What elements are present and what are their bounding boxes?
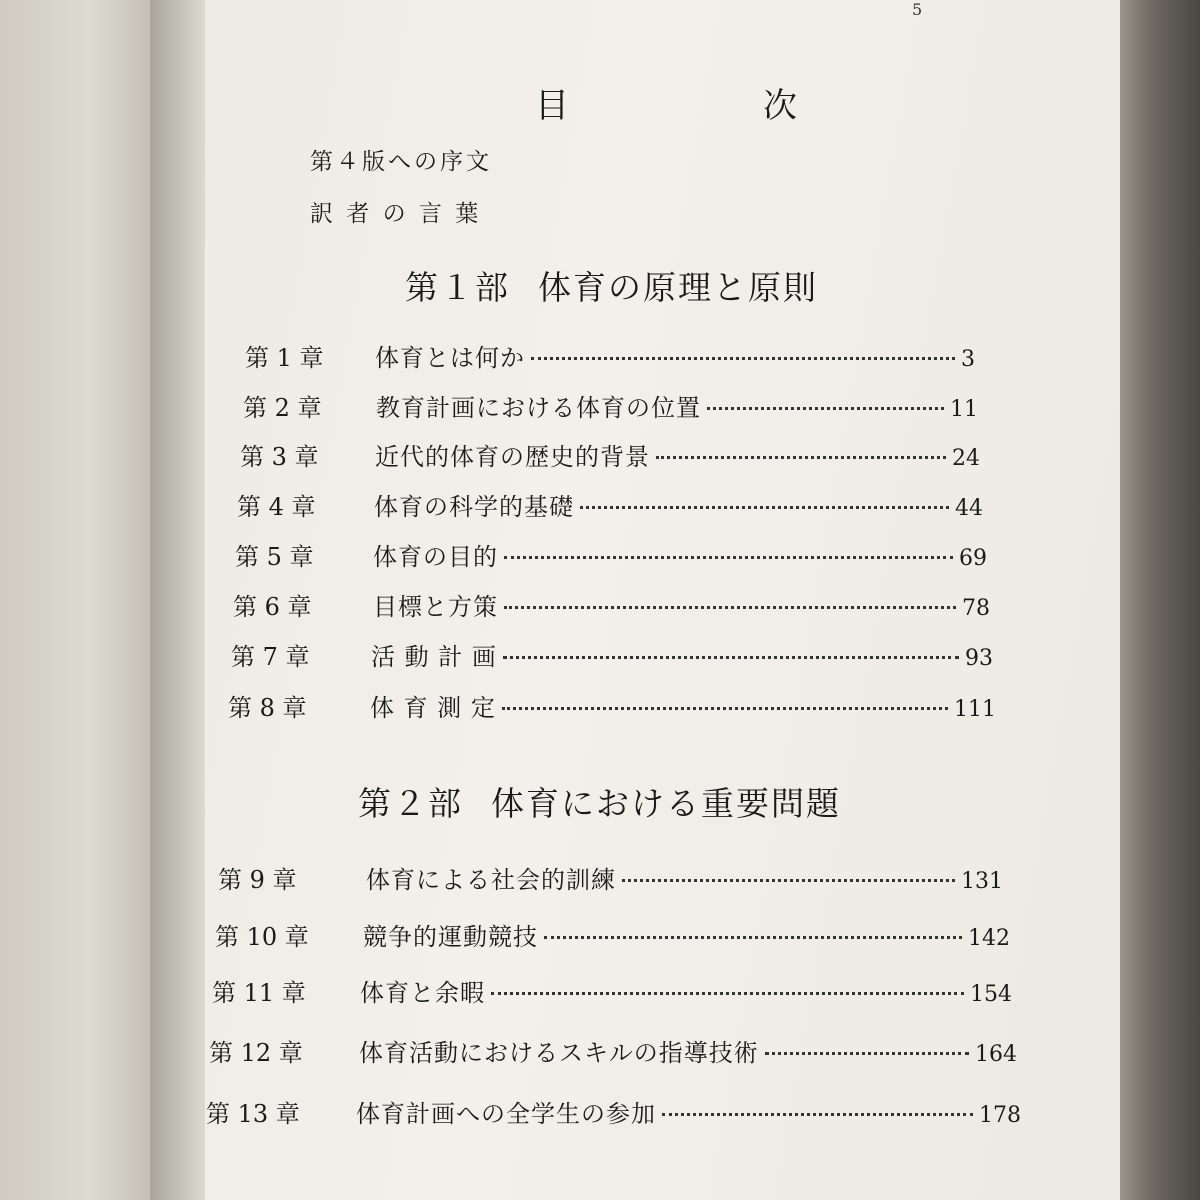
chapter-title: 体育活動におけるスキルの指導技術	[359, 1039, 759, 1067]
chapter-label: 第 2 章	[243, 394, 322, 422]
front-matter-preface: 第４版への序文	[310, 149, 492, 175]
chapter-label: 第 10 章	[215, 923, 309, 951]
chapter-label: 第 11 章	[212, 979, 306, 1007]
dot-leader	[622, 879, 955, 882]
toc-entry[interactable]	[231, 637, 993, 672]
chapter-label: 第 1 章	[245, 344, 324, 372]
chapter-label: 第 7 章	[231, 643, 310, 671]
chapter-page: 11	[950, 397, 978, 422]
toc-entry[interactable]	[237, 487, 983, 522]
chapter-page: 69	[959, 546, 987, 571]
chapter-title: 体育とは何か	[375, 344, 525, 372]
chapter-title: 活 動 計 画	[371, 643, 497, 671]
dot-leader	[656, 456, 946, 459]
toc-entry[interactable]	[206, 1094, 1021, 1129]
chapter-page: 142	[968, 926, 1010, 951]
page-number: 5	[912, 0, 923, 19]
front-matter-translator-note: 訳 者 の 言 葉	[310, 201, 482, 227]
toc-entry[interactable]	[228, 688, 996, 723]
dot-leader	[491, 992, 964, 995]
dot-leader	[504, 556, 953, 559]
part-2-heading	[358, 778, 841, 825]
chapter-page: 3	[961, 347, 975, 372]
toc-entry[interactable]	[240, 437, 980, 472]
chapter-title: 体育と余暇	[360, 979, 485, 1007]
chapter-label: 第 6 章	[233, 593, 312, 621]
chapter-page: 164	[975, 1042, 1017, 1067]
toc-entry[interactable]	[233, 587, 990, 622]
chapter-title: 近代的体育の歴史的背景	[375, 443, 650, 471]
chapter-page: 44	[955, 496, 983, 521]
part-number: 第１部	[405, 268, 510, 307]
toc-entry[interactable]	[245, 338, 975, 373]
toc-entry[interactable]	[212, 973, 1012, 1008]
dot-leader	[544, 936, 962, 939]
dot-leader	[504, 606, 956, 609]
chapter-page: 154	[970, 982, 1012, 1007]
chapter-page: 78	[962, 596, 990, 621]
chapter-label: 第 12 章	[209, 1039, 303, 1067]
dot-leader	[707, 407, 944, 410]
dot-leader	[580, 506, 949, 509]
chapter-label: 第 3 章	[240, 443, 319, 471]
chapter-label: 第 8 章	[228, 694, 307, 722]
chapter-label: 第 5 章	[235, 543, 314, 571]
chapter-title: 体育計画への全学生の参加	[356, 1100, 656, 1128]
chapter-label: 第 13 章	[206, 1100, 300, 1128]
toc-title: 目 次	[535, 86, 877, 126]
part-number: 第２部	[358, 784, 463, 823]
facing-page	[0, 0, 150, 1200]
dot-leader	[503, 656, 959, 659]
toc-entry[interactable]	[215, 917, 1010, 952]
chapter-title: 体 育 測 定	[370, 694, 496, 722]
chapter-page: 178	[979, 1103, 1021, 1128]
toc-entry[interactable]	[218, 860, 1003, 895]
part-title: 体育における重要問題	[491, 784, 841, 823]
chapter-page: 131	[961, 869, 1003, 894]
chapter-title: 競争的運動競技	[363, 923, 538, 951]
part-title: 体育の原理と原則	[538, 268, 818, 307]
chapter-title: 体育の科学的基礎	[374, 493, 574, 521]
toc-entry[interactable]	[235, 537, 987, 572]
page-edge	[1120, 0, 1200, 1200]
chapter-title: 体育の目的	[373, 543, 498, 571]
chapter-label: 第 9 章	[218, 866, 297, 894]
part-1-heading	[405, 262, 818, 309]
dot-leader	[662, 1113, 973, 1116]
chapter-page: 24	[952, 446, 980, 471]
dot-leader	[765, 1052, 969, 1055]
dot-leader	[502, 707, 948, 710]
chapter-title: 目標と方策	[373, 593, 498, 621]
toc-entry[interactable]	[209, 1033, 1017, 1068]
chapter-label: 第 4 章	[237, 493, 316, 521]
toc-entry[interactable]	[243, 388, 978, 423]
chapter-page: 93	[965, 646, 993, 671]
chapter-title: 体育による社会的訓練	[366, 866, 616, 894]
dot-leader	[531, 357, 955, 360]
chapter-page: 111	[954, 697, 996, 722]
chapter-title: 教育計画における体育の位置	[376, 394, 701, 422]
